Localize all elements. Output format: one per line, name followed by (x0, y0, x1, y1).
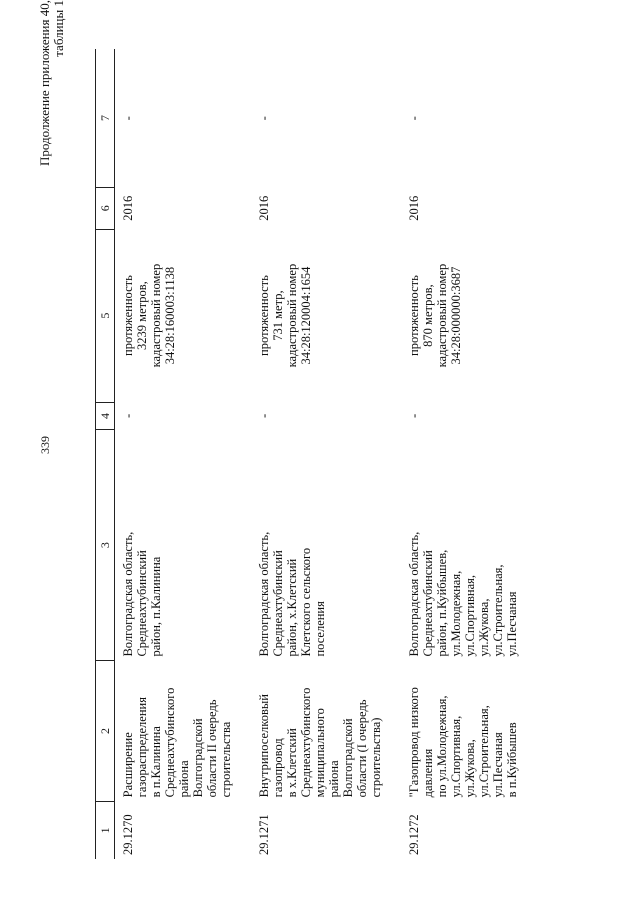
object-name-line: строительства) (369, 717, 383, 798)
object-name-line: ул.Строительная, (477, 705, 491, 798)
object-address-line: Среднеахтубинский (421, 550, 435, 657)
object-name-line: области (I очередь (355, 699, 369, 798)
object-characteristics-line: протяженность (257, 275, 271, 356)
year-value: 2016 (257, 195, 271, 221)
header-row (96, 49, 115, 859)
col7-value: - (257, 116, 271, 121)
object-characteristics (115, 229, 252, 402)
header-col-4: 4 (96, 402, 115, 430)
table-row (251, 49, 401, 859)
object-address-line: район, х.Клетский (285, 558, 299, 657)
col7-value: - (407, 116, 421, 121)
object-characteristics-line: 34:28:160003:1138 (163, 266, 177, 365)
object-address-line: Волгоградская область, (407, 531, 421, 657)
object-name-line: в п.Куйбышев (505, 722, 519, 798)
object-address-line: ул.Спортивная, (463, 574, 477, 657)
object-name-line: в х.Клетский (285, 728, 299, 798)
object-characteristics-line: протяженность (407, 275, 421, 356)
object-address-line: Волгоградская область, (121, 531, 135, 657)
continuation-line-1: Продолжение приложения 40, (37, 0, 52, 167)
row-id: 29.1270 (121, 814, 135, 855)
object-name-line: Внутрипоселковый (257, 694, 271, 798)
object-name-line: ул.Спортивная, (449, 715, 463, 798)
table-row (115, 49, 252, 859)
object-address-line: Среднеахтубинский (135, 550, 149, 657)
object-address-line: поселения (313, 601, 327, 657)
continuation-line-2: таблицы 1 (51, 0, 66, 57)
col4-value: - (257, 413, 271, 419)
object-address-line: ул.Строительная, (491, 564, 505, 657)
continuation-note (38, 0, 66, 260)
object-name-line: района (177, 760, 191, 798)
object-address-line: район, п.Куйбышев, (435, 549, 449, 657)
object-name-line: Среднеахтубинского (299, 687, 313, 798)
object-name-line: района (327, 760, 341, 798)
table-row (401, 49, 537, 859)
row-id: 29.1271 (257, 814, 271, 855)
object-characteristics-line: 34:28:120004:1654 (299, 266, 313, 365)
object-name-line: области II очередь (205, 699, 219, 798)
col4-value: - (407, 413, 421, 419)
object-name (251, 661, 401, 802)
header-col-1: 1 (96, 801, 115, 859)
object-characteristics (251, 229, 401, 402)
col7-value: - (121, 116, 135, 121)
header-col-3: 3 (96, 430, 115, 661)
object-name-line: Среднеахтубинского (163, 687, 177, 798)
object-characteristics (401, 229, 537, 402)
object-name-line: в п.Калинина (149, 726, 163, 798)
object-name-line: муниципального (313, 708, 327, 798)
header-col-2: 2 (96, 661, 115, 802)
object-address-line: ул.Жукова, (477, 598, 491, 657)
object-name-line: Волгоградской (191, 718, 205, 798)
object-address-line: район, п.Калинина (149, 556, 163, 657)
object-name-line: по ул.Молодежная, (435, 695, 449, 798)
object-name-line: газораспределения (135, 697, 149, 798)
header-col-5: 5 (96, 229, 115, 402)
object-characteristics-line: кадастровый номер (435, 263, 449, 368)
object-address (115, 430, 252, 661)
object-name-line: ул.Жукова, (463, 739, 477, 798)
page-number: 339 (38, 436, 52, 454)
object-characteristics-line: 870 метров, (421, 284, 435, 347)
object-name-line: давления (421, 748, 435, 798)
object-address-line: ул.Песчаная (505, 591, 519, 657)
year-value: 2016 (121, 195, 135, 221)
object-characteristics-line: кадастровый номер (285, 263, 299, 368)
object-name-line: Расширение (121, 732, 135, 798)
object-name-line: ул.Песчаная (491, 732, 505, 798)
object-characteristics-line: протяженность (121, 275, 135, 356)
header-col-6: 6 (96, 188, 115, 230)
object-name-line: Волгоградской (341, 718, 355, 798)
object-characteristics-line: 3239 метров, (135, 281, 149, 350)
object-name-line: строительства (219, 721, 233, 798)
col4-value: - (121, 413, 135, 419)
object-name (401, 661, 537, 802)
object-address (401, 430, 537, 661)
object-characteristics-line: 731 метр, (271, 290, 285, 341)
data-table (95, 49, 537, 859)
header-col-7: 7 (96, 49, 115, 188)
year-value: 2016 (407, 195, 421, 221)
object-address-line: Волгоградская область, (257, 531, 271, 657)
object-characteristics-line: кадастровый номер (149, 263, 163, 368)
object-address-line: Среднеахтубинский (271, 550, 285, 657)
object-name-line: "Газопровод низкого (407, 687, 421, 798)
object-characteristics-line: 34:28:000000:3687 (449, 266, 463, 365)
object-name-line: газопровод (271, 738, 285, 798)
object-address-line: Клетского сельского (299, 547, 313, 657)
object-name (115, 661, 252, 802)
row-id: 29.1272 (407, 814, 421, 855)
object-address-line: ул.Молодежная, (449, 570, 463, 657)
object-address (251, 430, 401, 661)
